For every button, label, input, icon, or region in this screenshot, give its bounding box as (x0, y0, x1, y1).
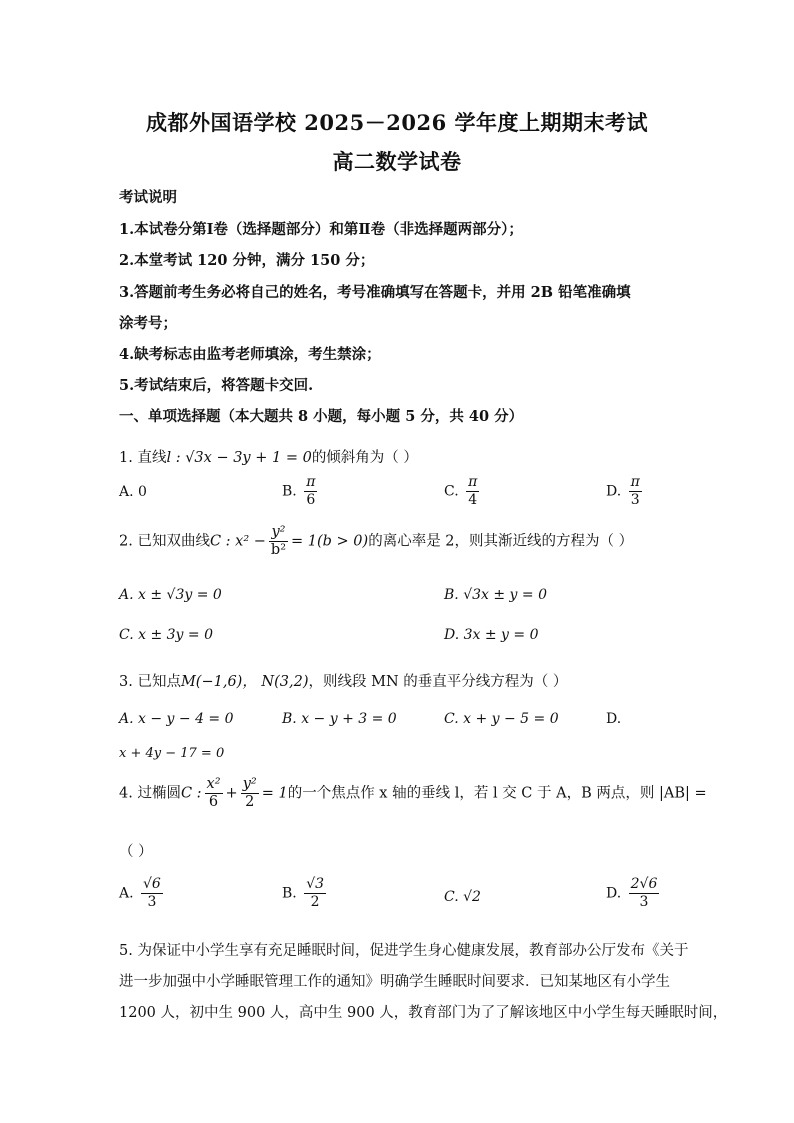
q4-option-b-fraction: $\frac{√3}{2}$ (306, 876, 325, 910)
q2-fraction: $\frac{\text{y²}}{\text{b²}}$ (270, 524, 287, 558)
instruction-item: 涂考号； (119, 315, 177, 332)
q4-fraction-x: $\frac{\text{x²}}{6}$ (206, 776, 221, 810)
question-1 (119, 446, 418, 467)
instruction-item: 4.缺考标志由监考老师填涂，考生禁涂； (119, 346, 381, 363)
question-2: 2. 已知双曲线C : x² − $\frac{\text{y²}}{\text{b²}}$ = 1(b > 0)的离心率是 2，则其渐近线的方程为（ ） (119, 524, 634, 558)
q4-option-d: D. $\frac{2√6}{3}$ (606, 876, 658, 910)
q1-option-c-fraction: $\frac{\pi}{4}$ (468, 474, 478, 508)
q4-option-c: C. √2 (444, 889, 481, 905)
question-5-line: 进一步加强中小学睡眠管理工作的通知》明确学生睡眠时间要求．已知某地区有小学生 (119, 974, 670, 990)
q1-option-a: A. 0 (119, 484, 147, 500)
q1-option-c: C. $\frac{\pi}{4}$ (444, 474, 478, 508)
q3-option-c: C. x + y − 5 = 0 (444, 711, 559, 727)
q2-option-c: C. x ± 3y = 0 (119, 627, 213, 643)
instructions-heading: 考试说明 (119, 189, 177, 206)
instruction-item: 3.答题前考生务必将自己的姓名，考号准确填写在答题卡，并用 2B 铅笔准确填 (119, 284, 631, 301)
q4-option-a-fraction: $\frac{√6}{3}$ (143, 876, 161, 910)
instruction-item: 1.本试卷分第Ⅰ卷（选择题部分）和第Ⅱ卷（非选择题两部分）； (119, 221, 523, 238)
q1-option-b-fraction: $\frac{\pi}{6}$ (306, 474, 316, 508)
q1-option-b: B. $\frac{\pi}{6}$ (282, 474, 316, 508)
question-3: 3. 已知点M(−1,6)， N(3,2)，则线段 MN 的垂直平分线方程为（ ） (119, 674, 568, 690)
section-heading: 一、单项选择题（本大题共 8 小题，每小题 5 分，共 40 分） (119, 408, 524, 425)
instruction-item: 5.考试结束后，将答题卡交回. (119, 377, 314, 394)
q2-option-d: D. 3x ± y = 0 (444, 627, 539, 643)
q1-expression: l : √3x − 3y + 1 = 0 (166, 450, 312, 466)
question-5-line: 5. 为保证中小学生享有充足睡眠时间，促进学生身心健康发展，教育部办公厅发布《关于 (119, 943, 689, 959)
q2-option-b: B. √3x ± y = 0 (444, 587, 547, 603)
exam-subtitle: 高二数学试卷 (332, 149, 462, 174)
q1-suffix: 的倾斜角为（ ） (311, 450, 418, 466)
question-4: 4. 过椭圆C : $\frac{\text{x²}}{6}$ + $\frac{\text{y²}}{2}$ = 1的一个焦点作 x 轴的垂线 l，若 l 交 C 于 A，B 两点，则 |AB| = (119, 776, 707, 810)
q4-fraction-y: $\frac{\text{y²}}{2}$ (242, 776, 257, 810)
q4-option-b: B. $\frac{√3}{2}$ (282, 876, 325, 910)
question-5-line: 1200 人，初中生 900 人，高中生 900 人，教育部门为了了解该地区中小学生每天睡眠时间， (119, 1005, 728, 1021)
q4-option-a: A. $\frac{√6}{3}$ (119, 876, 161, 910)
exam-title: 成都外国语学校 2025－2026 学年度上期期末考试 (145, 110, 648, 135)
q3-option-d: D. (606, 711, 622, 727)
q4-option-d-fraction: $\frac{2√6}{3}$ (630, 876, 658, 910)
q4-answer-paren: （ ） (119, 844, 153, 860)
q2-option-a: A. x ± √3y = 0 (119, 587, 222, 603)
q3-option-b: B. x − y + 3 = 0 (282, 711, 397, 727)
q1-option-d-fraction: $\frac{\pi}{3}$ (630, 474, 640, 508)
instruction-item: 2.本堂考试 120 分钟，满分 150 分； (119, 252, 375, 269)
q3-option-a: A. x − y − 4 = 0 (119, 711, 234, 727)
q1-prefix: 1. 直线 (119, 450, 167, 466)
q3-option-d-expression: x + 4y − 17 = 0 (119, 746, 225, 761)
q1-option-d: D. $\frac{\pi}{3}$ (606, 474, 640, 508)
